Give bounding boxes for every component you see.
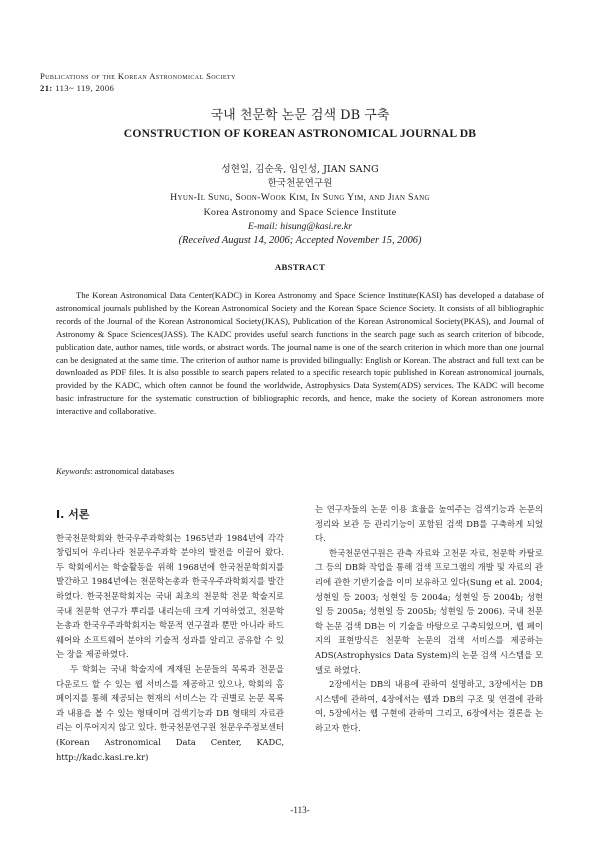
paragraph: 두 학회는 국내 학술지에 게재된 논문들의 목록과 전문을 다운로드 할 수 있는 웹 서비스를 제공하고 있으나, 학회의 홈페이지를 통해 제공되는 현재의 서비스는 각 권별로 논문 목록과 내용을 볼 수 있는 형태이며 검색기능과 DB 형태의 자료관리는 이루어지지 않고 있다. 한국천문연구원 천문우주정보센터(Korean Astronomical Data Center, KADC, http://kadc.kasi.re.kr) (56, 663, 284, 762)
section-heading-introduction: I. 서론 (56, 508, 90, 521)
journal-pages: 113~ 119, 2006 (55, 83, 115, 93)
journal-name: Publications of the Korean Astronomical Society (40, 71, 236, 81)
author-block (0, 163, 600, 248)
abstract-heading: ABSTRACT (274, 262, 326, 272)
keywords-line (56, 466, 544, 476)
affiliation-korean: 한국천문연구원 (267, 178, 333, 190)
title-korean: 국내 천문학 논문 검색 DB 구축 (210, 108, 390, 123)
keywords-separator: : (90, 466, 93, 476)
abstract-text: The Korean Astronomical Data Center(KADC) in Korea Astronomy and Space Science Institute(KASI) has developed a database of astronomical journals published by the Korean Astronomical Society and the Korean Space Science Society. It consists of all bibliographic records of the Journal of the Korean Astronomical Society(JKAS), Publication of the Korean Astronomical Society(PKAS), and Journal of Astronomy & Space Sciences(JASS). The KADC provides useful search functions in the search page such as search criterion of bibcode, publication date, author names, title words, or abstract words. The journal name is one of the search criterion in which more than one journal can be designated at the same time. The criterion of author name is provided bilingually: English or Korean. The abstract and full text can be downloaded as PDF files. It is also possible to search papers related to a specific research topic published in Korean astronomical journals, provided by the KADC, which often cannot be found the worldwide, Astrophysics Data System(ADS) services. The KADC will become basic infrastructure for the systematic construction of bibliographic records, and hence, make the society of Korean astronomers more interactive and collaborative. (56, 290, 544, 417)
author-email: E-mail: hisung@kasi.re.kr (247, 220, 353, 232)
paragraph: 2장에서는 DB의 내용에 관하여 설명하고, 3장에서는 DB 시스템에 관하여, 4장에서는 웹과 DB의 구조 및 연결에 관하여, 5장에서는 웹 구현에 관하여 그리고, 6장에서는 결론을 논하고자 한다. (315, 679, 543, 733)
journal-header (40, 70, 236, 94)
keywords-value: astronomical databases (92, 466, 175, 476)
keywords-label: Keywords (56, 466, 91, 476)
paragraph: 한국천문학회와 한국우주과학회는 1965년과 1984년에 각각 창립되어 우리나라 천문우주과학 분야의 발전을 이끌어 왔다. 두 학회에서는 학술활동을 위해 1968년에 한국천문학회지를 발간하고 1984년에는 천문학논총과 한국우주과학회지를 발간하였다. 한국천문학회지는 국내 최초의 천문학 전문 학술지로 국내 천문학 연구가 뿌리를 내리는데 크게 기여하였고, 천문학논총과 한국우주과학회지는 학문적 연구결과 뿐만 아니라 하드웨어와 소프트웨어 분야의 기술적 성과를 알리고 공유할 수 있는 장을 제공하였다. (56, 532, 284, 660)
authors-korean: 성현일, 김순욱, 임인성, JIAN SANG (221, 164, 379, 175)
journal-volume-line (40, 82, 236, 94)
left-column (56, 508, 284, 764)
received-dates: (Received August 14, 2006; Accepted November 15, 2006) (178, 235, 422, 247)
journal-volume: 21: (40, 83, 53, 93)
paragraph: 한국천문연구원은 관측 자료와 고천문 자료, 천문학 카탈로그 등의 DB화 작업을 통해 검색 프로그램의 개발 및 자료의 관리에 관한 기반기술을 이미 보유하고 있다(Sung et al. 2004; 성현일 등 2003; 성현일 등 2004a; 성현일 등 2004b; 성현일 등 2005a; 성현일 등 2005b; 성현일 등 2006). 국내 천문학 논문 검색 DB는 이 기술을 바탕으로 구축되었으며, 웹 페이지의 표현방식은 천문학 논문의 검색 서비스를 제공하는 ADS(Astrophysics Data System)의 논문 검색 시스템을 모델로 하였다. (315, 547, 543, 675)
title-english: CONSTRUCTION OF KOREAN ASTRONOMICAL JOURNAL DB (123, 127, 477, 140)
authors-english: Hyun-Il Sung, Soon-Wook Kim, In Sung Yim, and Jian Sang (170, 192, 430, 204)
affiliation-english: Korea Astronomy and Space Science Institute (203, 206, 397, 218)
paragraph: 는 연구자들의 논문 이용 효율을 높여주는 검색기능과 논문의 정리와 보관 등 관리기능이 포함된 검색 DB를 구축하게 되었다. (315, 504, 543, 544)
page-number: -113- (290, 805, 310, 815)
right-column (315, 502, 543, 736)
